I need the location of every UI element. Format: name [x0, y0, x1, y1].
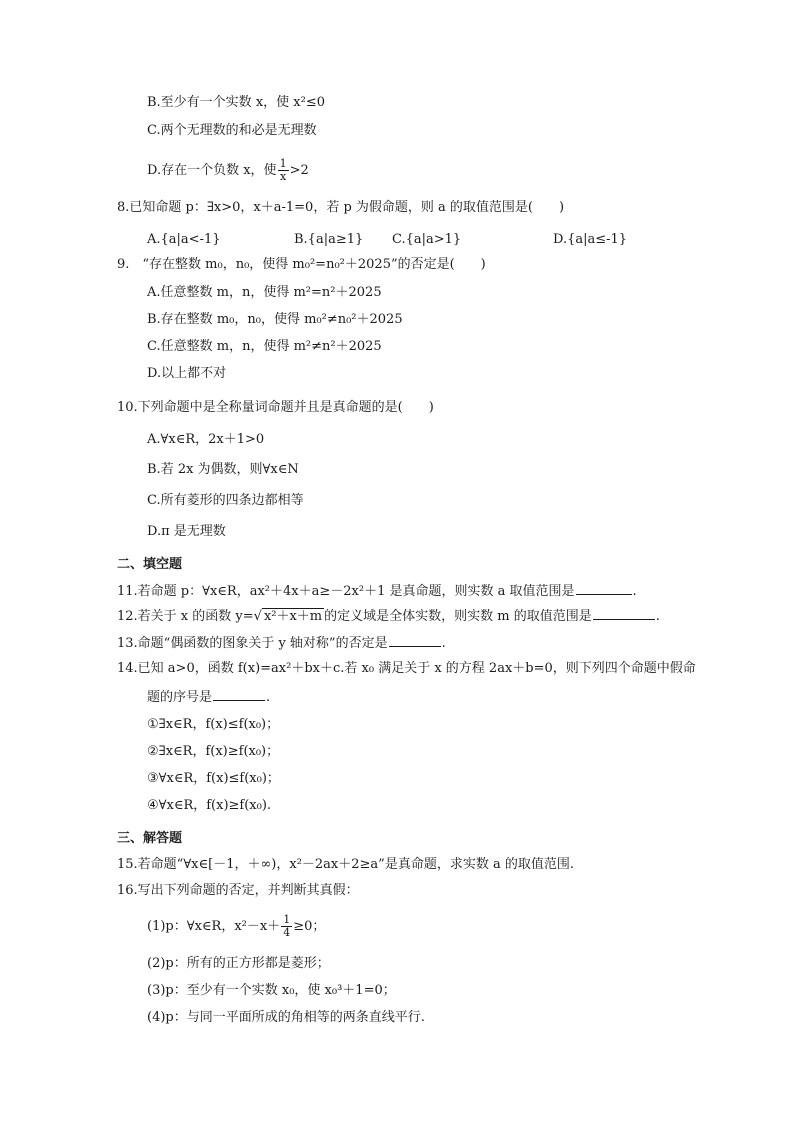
q14-choice-1: ①∃x∈R，f(x)≤f(x₀)； [147, 717, 280, 732]
q11-text: 11.若命题 p：∀x∈R，ax²＋4x＋a≥－2x²＋1 是真命题，则实数 a 取值范围是 [117, 584, 575, 599]
fraction-denominator: x [279, 170, 287, 183]
fraction-denominator: 4 [283, 926, 291, 939]
q14-choice-3: ③∀x∈R，f(x)≤f(x₀)； [147, 771, 280, 786]
q15: 15.若命题“∀x∈[－1，＋∞)，x²－2ax＋2≥a”是真命题，求实数 a 的取值范围. [117, 857, 574, 872]
q14-text: 题的序号是 [147, 690, 213, 705]
q8-option-b: B.{a|a≥1} [294, 232, 364, 247]
fraction-numerator: 1 [279, 157, 287, 170]
q13-period: . [441, 636, 446, 651]
q12-text-tail: 的定义域是全体实数，则实数 m 的取值范围是 [324, 609, 592, 624]
q10-option-a: A.∀x∈R，2x＋1>0 [147, 432, 265, 447]
q16-part-1-tail: ≥0； [293, 919, 326, 934]
q9-option-c: C.任意整数 m，n，使得 m²≠n²＋2025 [147, 339, 382, 354]
q10-option-b: B.若 2x 为偶数，则∀x∈N [147, 462, 299, 477]
answer-blank [389, 634, 441, 647]
q13-text: 13.命题“偶函数的图象关于 y 轴对称”的否定是 [117, 636, 388, 651]
q8-option-c: C.{a|a>1} [392, 232, 462, 247]
sqrt-expression [254, 608, 325, 626]
q16-fraction [281, 914, 292, 939]
q10-stem: 10.下列命题中是全称量词命题并且是真命题的是( ) [117, 400, 434, 415]
q11 [117, 582, 637, 601]
section-answer-heading: 三、解答题 [117, 831, 183, 846]
answer-blank [213, 688, 265, 701]
q8-option-d: D.{a|a≤-1} [553, 232, 628, 247]
q16-part-4: (4)p：与同一平面所成的角相等的两条直线平行. [147, 1010, 425, 1025]
answer-blank [576, 582, 632, 595]
q10-option-c: C.所有菱形的四条边都相等 [147, 493, 304, 508]
q13 [117, 634, 446, 653]
section-fill-in-heading: 二、填空题 [117, 557, 183, 572]
q9-stem: 9. “存在整数 m₀，n₀，使得 m₀²=n₀²＋2025”的否定是( ) [117, 257, 486, 272]
q16-part-1 [147, 914, 325, 939]
q11-period: . [632, 584, 637, 599]
q7-option-d [147, 158, 309, 183]
q7-fraction [278, 158, 289, 183]
q7-option-b: B.至少有一个实数 x，使 x²≤0 [147, 95, 325, 110]
q14-stem-line2 [147, 688, 270, 707]
q12 [117, 607, 660, 626]
q16-stem: 16.写出下列命题的否定，并判断其真假： [117, 883, 359, 898]
q12-text: 12.若关于 x 的函数 y= [117, 609, 254, 624]
q14-stem-line1: 14.已知 a>0，函数 f(x)=ax²＋bx＋c.若 x₀ 满足关于 x 的方程 2ax＋b=0，则下列四个命题中假命 [117, 661, 696, 676]
q14-choice-4: ④∀x∈R，f(x)≥f(x₀). [147, 798, 272, 813]
q7-option-d-tail: >2 [289, 163, 309, 178]
q8-stem: 8.已知命题 p：∃x>0，x＋a-1=0，若 p 为假命题，则 a 的取值范围是( ) [117, 200, 565, 215]
q16-part-2: (2)p：所有的正方形都是菱形； [147, 956, 330, 971]
q9-option-b: B.存在整数 m₀，n₀，使得 m₀²≠n₀²＋2025 [147, 312, 403, 327]
q16-part-3: (3)p：至少有一个实数 x₀，使 x₀³＋1=0； [147, 983, 396, 998]
q12-period: . [655, 609, 660, 624]
q8-option-a: A.{a|a<-1} [147, 232, 221, 247]
q9-option-a: A.任意整数 m，n，使得 m²=n²＋2025 [147, 285, 382, 300]
sqrt-sign: √ [253, 609, 262, 624]
answer-blank [593, 607, 655, 620]
q7-option-c: C.两个无理数的和必是无理数 [147, 123, 317, 138]
q7-option-d-text: D.存在一个负数 x，使 [147, 163, 277, 178]
q9-option-d: D.以上都不对 [147, 366, 227, 381]
q14-period: . [266, 690, 271, 705]
fraction-numerator: 1 [283, 913, 291, 926]
q14-choice-2: ②∃x∈R，f(x)≥f(x₀)； [147, 744, 280, 759]
q10-option-d: D.π 是无理数 [147, 524, 226, 539]
sqrt-radicand: x²＋x＋m [263, 609, 323, 624]
q16-part-1-text: (1)p：∀x∈R，x²－x＋ [147, 919, 281, 934]
